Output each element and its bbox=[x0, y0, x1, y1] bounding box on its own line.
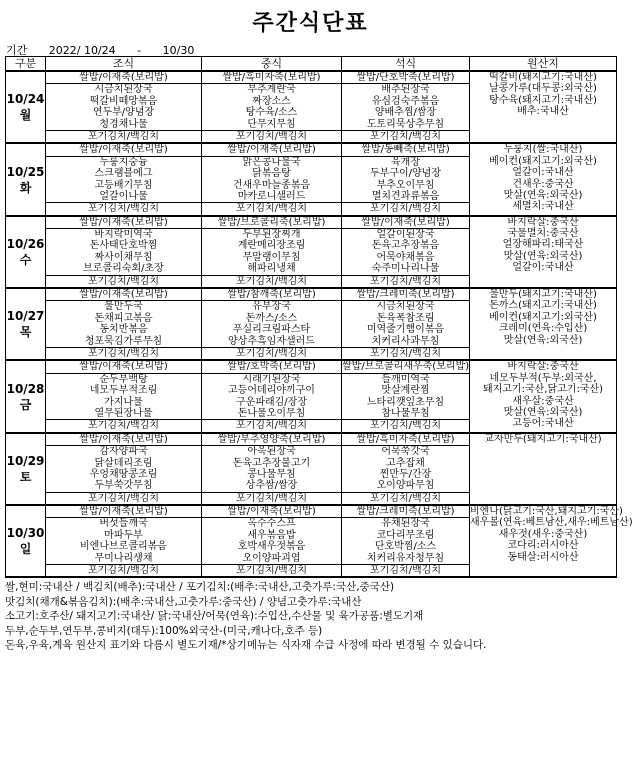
menu-item: 쌀밥/단호박죽(보리밥) bbox=[342, 72, 469, 84]
menu-item: 두부구이/양념장 bbox=[370, 168, 441, 180]
menu-item: 포기김치/백김치 bbox=[46, 347, 201, 359]
menu-item: 어묵야채볶음 bbox=[376, 251, 435, 263]
menu-item: 상추쌈/쌈장 bbox=[245, 480, 298, 492]
menu-item: 아욱된장국 bbox=[247, 446, 296, 458]
day-date: 10/24 bbox=[6, 92, 45, 107]
header-lunch: 중식 bbox=[202, 57, 342, 72]
menu-item: 쌀밥/이재죽(보리밥) bbox=[46, 289, 201, 301]
origin-item bbox=[470, 274, 616, 285]
menu-item: 돈육폭참조림 bbox=[376, 312, 435, 324]
menu-item: 쌀밥/이재죽(보리밥) bbox=[46, 434, 201, 446]
origin-item: 얼갈이:국내산 bbox=[512, 262, 574, 274]
day-label bbox=[6, 216, 46, 288]
origin-item: 떡갈비(돼지고기:국내산) bbox=[489, 72, 597, 83]
menu-item: 포기김치/백김치 bbox=[202, 492, 341, 504]
menu-item: 유부장국 bbox=[252, 301, 291, 313]
menu-item: 두부된장찌개 bbox=[242, 229, 301, 241]
menu-item: 시금치된장국 bbox=[94, 84, 153, 96]
menu-item: 계란메리장조림 bbox=[237, 240, 306, 252]
menu-item: 건새우마늘종볶음 bbox=[232, 179, 311, 191]
menu-item: 오이양파괴엽 bbox=[242, 552, 301, 564]
day-row bbox=[6, 143, 617, 215]
day-date: 10/27 bbox=[6, 309, 45, 324]
menu-item: 고등배기무침 bbox=[94, 179, 153, 191]
menu-item: 짜장소스 bbox=[252, 95, 291, 107]
day-date: 10/28 bbox=[6, 381, 45, 396]
day-row bbox=[6, 505, 617, 577]
origin-item: 누룽지(쌀:국내산) bbox=[503, 144, 583, 156]
menu-item: 코다리무조림 bbox=[376, 529, 435, 541]
menu-item: 우엉채땅콩조림 bbox=[89, 468, 158, 480]
menu-item: 포기김치/백김치 bbox=[46, 419, 201, 431]
origin-item bbox=[470, 445, 616, 456]
menu-item: 얼갈이된장국 bbox=[376, 229, 435, 241]
menu-item: 무미나리생채 bbox=[94, 552, 153, 564]
origin-item: 얼장해파리:태국산 bbox=[502, 239, 584, 251]
menu-item: 부추계란국 bbox=[247, 84, 296, 96]
menu-item: 맑은콩나물국 bbox=[242, 156, 301, 168]
menu-item: 가지나물 bbox=[104, 396, 143, 408]
menu-item: 느타리깻잎초무침 bbox=[366, 396, 445, 408]
origin-item: 베이컨(돼지고기:외국산) bbox=[489, 311, 597, 323]
origin-item: 맛살(연육:외국산) bbox=[503, 334, 583, 346]
origin-item: 비엔나(닭고기:국산,돼지고기:국산) bbox=[470, 506, 623, 518]
dinner-cell bbox=[342, 71, 470, 143]
day-row bbox=[6, 216, 617, 288]
origin-item bbox=[470, 563, 616, 574]
day-of-week: 일 bbox=[19, 542, 32, 557]
lunch-cell bbox=[202, 433, 342, 505]
origin-item: 베이컨(돼지고기:외국산) bbox=[489, 155, 597, 167]
lunch-cell bbox=[202, 360, 342, 432]
menu-item: 닭볶음탕 bbox=[252, 168, 291, 180]
origin-cell bbox=[470, 360, 617, 432]
origin-item bbox=[470, 457, 616, 468]
menu-item: 맛살계란찜 bbox=[381, 385, 430, 397]
menu-item: 쌀밥/동빼죽(보리밥) bbox=[342, 144, 469, 156]
menu-item: 유채된장국 bbox=[381, 518, 430, 530]
header-dinner: 석식 bbox=[342, 57, 470, 72]
origin-note-line: 돈육,우육,계육 원산지 표기와 다름시 별도기재/*상기메뉴는 식자재 수급 사정에 따라 변경될 수 있습니다. bbox=[5, 639, 487, 651]
day-date: 10/30 bbox=[6, 526, 45, 541]
menu-item: 쌀밥/브로콜리죽(보리밥) bbox=[202, 217, 341, 229]
origin-item bbox=[470, 129, 616, 140]
menu-item: 두부쑥갓무침 bbox=[94, 480, 153, 492]
menu-item: 브로콜리숙회/초장 bbox=[83, 263, 164, 275]
origin-item: 돈까스(돼지고기:국내산) bbox=[489, 300, 597, 312]
menu-item: 양상추흑임자샐러드 bbox=[228, 335, 315, 347]
day-row bbox=[6, 288, 617, 360]
menu-item: 호박새우젓볶음 bbox=[237, 541, 306, 553]
menu-item: 스크램블에그 bbox=[94, 168, 153, 180]
lunch-cell bbox=[202, 71, 342, 143]
period-start: 2022/ 10/24 bbox=[48, 44, 116, 57]
day-of-week: 화 bbox=[19, 180, 32, 195]
dinner-cell bbox=[342, 288, 470, 360]
menu-item: 숙주미나리나물 bbox=[371, 263, 440, 275]
menu-item: 육개장 bbox=[391, 156, 420, 168]
menu-item: 쌀밥/이재죽(보리밥) bbox=[46, 144, 201, 156]
menu-item: 콩나물무침 bbox=[247, 468, 296, 480]
menu-item: 들깨미역국 bbox=[381, 373, 430, 385]
menu-item: 고등어데리야끼구이 bbox=[228, 385, 315, 397]
menu-item: 쌀밥/부추영양죽(보리밥) bbox=[202, 434, 341, 446]
menu-item: 포기김치/백김치 bbox=[342, 202, 469, 214]
origin-cell bbox=[470, 505, 633, 577]
origin-note-line: 두부,순두부,연두부,콩비지(대두):100%외국산-(미국,캐나다,호주 등) bbox=[5, 624, 323, 637]
menu-item: 쌀밥/이재죽(보리밥) bbox=[202, 506, 341, 518]
lunch-cell bbox=[202, 505, 342, 577]
breakfast-cell bbox=[46, 71, 202, 143]
day-row bbox=[6, 71, 617, 143]
header-origin: 원산지 bbox=[470, 57, 617, 72]
header-breakfast: 조식 bbox=[46, 57, 202, 72]
menu-item: 순두부백탕 bbox=[99, 373, 148, 385]
origin-item: 동태살:러시아산 bbox=[507, 551, 579, 563]
dinner-cell bbox=[342, 360, 470, 432]
menu-item: 마카로니샐러드 bbox=[237, 190, 306, 202]
menu-item: 포기김치/백김치 bbox=[202, 347, 341, 359]
menu-item: 시래기된장국 bbox=[242, 373, 301, 385]
menu-item: 푸실리크림파스타 bbox=[232, 324, 311, 336]
menu-item: 고추잡채 bbox=[386, 457, 425, 469]
menu-item: 포기김치/백김치 bbox=[342, 564, 469, 576]
origin-notes bbox=[5, 580, 616, 653]
lunch-cell bbox=[202, 143, 342, 215]
day-row bbox=[6, 433, 617, 505]
menu-item: 포기김치/백김치 bbox=[342, 275, 469, 287]
day-row bbox=[6, 360, 617, 432]
day-date: 10/25 bbox=[6, 164, 45, 179]
origin-item: 새우볼(연육:베트남산,새우:베트남산) bbox=[470, 517, 633, 529]
origin-item: 코다리:러시아산 bbox=[507, 540, 579, 552]
origin-cell bbox=[470, 433, 617, 505]
menu-item: 돈채피고볶음 bbox=[94, 312, 153, 324]
menu-item: 돈육고추장볶음 bbox=[371, 240, 440, 252]
menu-item: 해파리냉채 bbox=[247, 263, 296, 275]
menu-item: 포기김치/백김치 bbox=[202, 130, 341, 142]
menu-item: 쌀밥/이재죽(보리밥) bbox=[342, 217, 469, 229]
day-label bbox=[6, 505, 46, 577]
origin-item: 교자만두(돼지고기:국내산) bbox=[484, 433, 602, 445]
menu-item: 네모두부적조림 bbox=[89, 385, 158, 397]
origin-item: 배추:국내산 bbox=[517, 106, 569, 118]
menu-item: 포기김치/백김치 bbox=[342, 130, 469, 142]
origin-note-line: 소고기:호주산/ 돼지고기:국내산/ 닭:국내산/어묵(연육):수입산,수산물 및 육가공품:별도기재 bbox=[5, 610, 424, 622]
origin-cell bbox=[470, 143, 617, 215]
menu-item: 쌀밥/흑미자죽(보리밥) bbox=[202, 72, 341, 84]
menu-item: 단무지무침 bbox=[247, 118, 296, 130]
menu-item: 버섯들깨국 bbox=[99, 518, 148, 530]
day-of-week: 월 bbox=[19, 108, 32, 123]
menu-item: 양배추찜/쌈장 bbox=[374, 107, 437, 119]
menu-item: 포기김치/백김치 bbox=[202, 202, 341, 214]
origin-note-line: 쌀,현미:국내산 / 백김치(배추):국내산 / 포기김치:(배추:국내산,고춧가루:국산,중국산) bbox=[5, 581, 395, 593]
origin-item: 맛살(연육:외국산) bbox=[503, 406, 583, 418]
origin-item: 새우젓(새우:중국산) bbox=[498, 528, 588, 540]
origin-item: 물만두(돼지고기:국내산) bbox=[489, 289, 597, 301]
origin-item bbox=[470, 118, 616, 129]
menu-item: 어묵쑥갓국 bbox=[381, 446, 430, 458]
day-label bbox=[6, 143, 46, 215]
period-label: 기간 bbox=[6, 44, 28, 57]
menu-item: 쌀밥/이재죽(보리밥) bbox=[46, 217, 201, 229]
origin-item: 건새우:중국산 bbox=[512, 178, 574, 190]
origin-item: 새우살:중국산 bbox=[512, 395, 574, 407]
menu-item: 포기김치/백김치 bbox=[202, 419, 341, 431]
origin-item: 얼갈이:국내산 bbox=[512, 167, 574, 179]
menu-item: 단호박찜/소스 bbox=[374, 541, 437, 553]
menu-item: 비엔나브로콜리볶음 bbox=[80, 541, 167, 553]
menu-item: 참나물무침 bbox=[381, 407, 430, 419]
lunch-cell bbox=[202, 288, 342, 360]
day-date: 10/29 bbox=[6, 453, 45, 468]
menu-item: 쌀밥/참깨죽(보리밥) bbox=[202, 289, 341, 301]
menu-item: 미역줄기햄이볶음 bbox=[366, 324, 445, 336]
day-label bbox=[6, 360, 46, 432]
breakfast-cell bbox=[46, 143, 202, 215]
menu-item: 쌀밥/브로콜리새우죽(보리밥) bbox=[342, 361, 470, 373]
menu-item: 배추된장국 bbox=[381, 84, 430, 96]
menu-item: 연두부/양념장 bbox=[92, 107, 155, 119]
menu-item: 포기김치/백김치 bbox=[342, 347, 469, 359]
origin-item: 탕수육(돼지고기:국내산) bbox=[489, 94, 597, 106]
menu-item: 떡갈비떼망볶음 bbox=[89, 95, 158, 107]
menu-item: 치커리유자청무침 bbox=[366, 552, 445, 564]
menu-item: 옥수수스프 bbox=[247, 518, 296, 530]
menu-item: 청경채나물 bbox=[99, 118, 148, 130]
menu-item: 부추오이무침 bbox=[376, 179, 435, 191]
origin-item bbox=[470, 479, 616, 490]
menu-item: 짜사이채무침 bbox=[94, 251, 153, 263]
menu-item: 쌀밥/이재죽(보리밥) bbox=[46, 506, 201, 518]
menu-item: 마파두부 bbox=[104, 529, 143, 541]
menu-item: 포기김치/백김치 bbox=[46, 202, 201, 214]
menu-item: 쌀밥/이재죽(보리밥) bbox=[202, 144, 341, 156]
origin-item: 고등어:국내산 bbox=[512, 418, 574, 430]
day-of-week: 목 bbox=[19, 325, 32, 340]
menu-item: 동치반볶음 bbox=[99, 324, 148, 336]
menu-item: 청포묵김가루무침 bbox=[84, 335, 163, 347]
menu-item: 쌀밥/흑미자죽(보리밥) bbox=[342, 434, 469, 446]
breakfast-cell bbox=[46, 216, 202, 288]
menu-item: 포기김치/백김치 bbox=[342, 492, 469, 504]
origin-cell bbox=[470, 216, 617, 288]
menu-item: 쌀밥/크레미죽(보리밥) bbox=[342, 289, 469, 301]
origin-item: 맛살(연육:외국산) bbox=[503, 250, 583, 262]
origin-item: 세멸치:국내산 bbox=[512, 201, 574, 213]
menu-item: 물만두국 bbox=[104, 301, 143, 313]
menu-item: 유심검숙주볶음 bbox=[371, 95, 440, 107]
day-of-week: 수 bbox=[19, 252, 32, 267]
menu-item: 돈사태단호박찜 bbox=[89, 240, 158, 252]
day-label bbox=[6, 71, 46, 143]
breakfast-cell bbox=[46, 288, 202, 360]
menu-item: 바지락미역국 bbox=[94, 229, 153, 241]
breakfast-cell bbox=[46, 505, 202, 577]
menu-item: 돈육고추장불고기 bbox=[232, 457, 311, 469]
period-end: 10/30 bbox=[162, 44, 195, 57]
day-label bbox=[6, 433, 46, 505]
dinner-cell bbox=[342, 433, 470, 505]
menu-item: 열무된장나물 bbox=[94, 407, 153, 419]
header-category: 구분 bbox=[6, 57, 46, 72]
origin-note-line: 맛김치(채개&볶음김치):(배추:국내산,고춧가루:중국산) / 양념고춧가루:국내산 bbox=[5, 595, 362, 608]
menu-item: 쌀밥/크레미죽(보리밥) bbox=[342, 506, 469, 518]
dinner-cell bbox=[342, 143, 470, 215]
menu-item: 포기김치/백김치 bbox=[46, 564, 201, 576]
origin-item bbox=[470, 491, 616, 502]
menu-item: 돈까스/소스 bbox=[245, 312, 298, 324]
menu-item: 포기김치/백김치 bbox=[202, 564, 341, 576]
origin-item: 날콩가루(대두콩:외국산) bbox=[489, 83, 597, 95]
menu-item: 감자양파국 bbox=[99, 446, 148, 458]
menu-item: 포기김치/백김치 bbox=[202, 275, 341, 287]
menu-item: 쌀밥/이재죽(보리밥) bbox=[46, 361, 201, 373]
lunch-cell bbox=[202, 216, 342, 288]
origin-item bbox=[470, 346, 616, 357]
menu-item: 포기김치/백김치 bbox=[46, 492, 201, 504]
day-label bbox=[6, 288, 46, 360]
breakfast-cell bbox=[46, 433, 202, 505]
menu-item: 누룽지숭늉 bbox=[99, 156, 148, 168]
menu-item: 새우볶음밥 bbox=[247, 529, 296, 541]
origin-item: 크레미(연육:수입산) bbox=[498, 323, 588, 335]
dinner-cell bbox=[342, 505, 470, 577]
menu-item: 시금치된장국 bbox=[376, 301, 435, 313]
menu-item: 도토리묵상추무침 bbox=[366, 118, 445, 130]
period-dash: - bbox=[137, 44, 142, 57]
page-title: 주간식단표 bbox=[252, 11, 369, 36]
menu-item: 포기김치/백김치 bbox=[342, 419, 469, 431]
menu-item: 닭살데리조림 bbox=[94, 457, 153, 469]
menu-item: 치커리사과무침 bbox=[371, 335, 440, 347]
menu-item: 구운파래김/장장 bbox=[236, 396, 307, 408]
menu-item: 쌀밥/이재죽(보리밥) bbox=[46, 72, 201, 84]
origin-item: 바지락살:중국산 bbox=[507, 361, 579, 373]
menu-item: 찐만두/간장 bbox=[379, 468, 432, 480]
day-of-week: 금 bbox=[19, 397, 32, 412]
origin-cell bbox=[470, 288, 617, 360]
day-of-week: 토 bbox=[19, 469, 32, 484]
origin-item: 바지락살:중국산 bbox=[507, 216, 579, 228]
menu-item: 멸치견과류볶음 bbox=[371, 190, 440, 202]
origin-item: 맛살(연육:외국산) bbox=[503, 189, 583, 201]
menu-item: 쌀밥/호박죽(보리밥) bbox=[202, 361, 341, 373]
menu-item: 얼갈이나물 bbox=[99, 190, 148, 202]
breakfast-cell bbox=[46, 360, 202, 432]
origin-cell bbox=[470, 71, 617, 143]
weekly-menu-table bbox=[5, 56, 633, 578]
menu-item: 돈나물오이무침 bbox=[237, 407, 306, 419]
origin-item: 돼지고기:국산,닭고기:국산) bbox=[482, 384, 604, 396]
menu-item: 오이양파무침 bbox=[376, 480, 435, 492]
menu-item: 탕수육/소스 bbox=[245, 107, 298, 119]
day-date: 10/26 bbox=[6, 236, 45, 251]
menu-item: 포기김치/백김치 bbox=[46, 275, 201, 287]
menu-item: 무말랭이무침 bbox=[242, 251, 301, 263]
dinner-cell bbox=[342, 216, 470, 288]
menu-item: 포기김치/백김치 bbox=[46, 130, 201, 142]
origin-item: 국물멸치:중국산 bbox=[507, 228, 579, 240]
origin-item: 네모두부적(두부:외국산, bbox=[489, 372, 597, 384]
origin-item bbox=[470, 468, 616, 479]
